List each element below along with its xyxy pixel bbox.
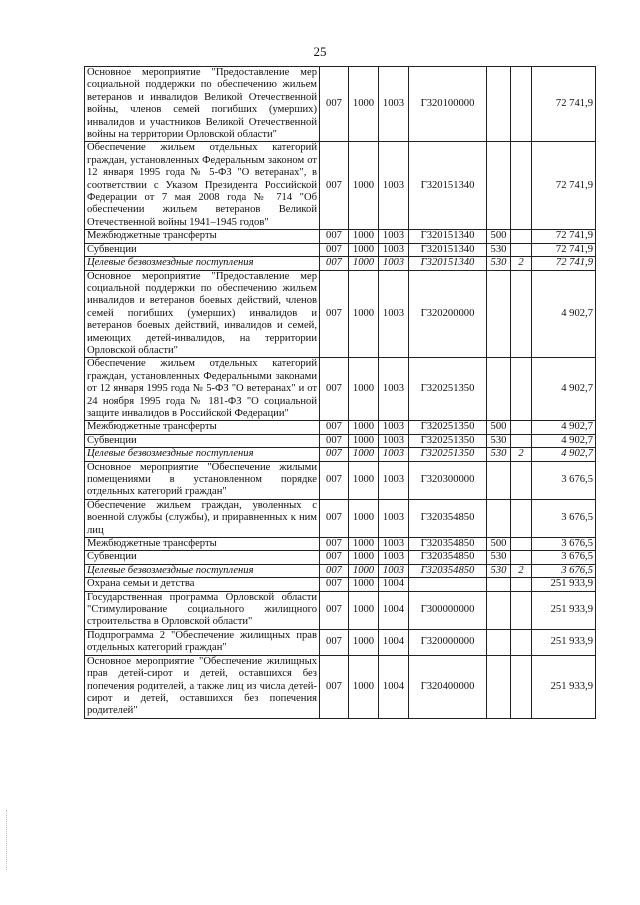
cell-sum: 4 902,7 xyxy=(532,270,596,358)
cell-ved: 007 xyxy=(320,551,349,564)
cell-src xyxy=(511,243,532,256)
cell-rz: 1000 xyxy=(349,499,379,537)
cell-ved: 007 xyxy=(320,434,349,447)
cell-csr: Г320151340 xyxy=(409,257,487,270)
cell-pr: 1004 xyxy=(379,578,409,591)
cell-vr: 500 xyxy=(487,421,511,434)
table-row xyxy=(85,551,596,564)
cell-ved: 007 xyxy=(320,243,349,256)
cell-ved: 007 xyxy=(320,421,349,434)
cell-pr: 1003 xyxy=(379,270,409,358)
cell-rz: 1000 xyxy=(349,461,379,499)
cell-rz: 1000 xyxy=(349,67,379,142)
cell-csr: Г320151340 xyxy=(409,243,487,256)
cell-vr xyxy=(487,461,511,499)
cell-csr: Г320354850 xyxy=(409,499,487,537)
cell-src xyxy=(511,499,532,537)
cell-vr: 500 xyxy=(487,538,511,551)
cell-vr xyxy=(487,655,511,718)
cell-src xyxy=(511,578,532,591)
cell-src xyxy=(511,538,532,551)
cell-csr: Г320251350 xyxy=(409,421,487,434)
cell-src: 2 xyxy=(511,564,532,577)
cell-vr xyxy=(487,142,511,230)
cell-sum: 3 676,5 xyxy=(532,551,596,564)
cell-pr: 1003 xyxy=(379,538,409,551)
row-name: Государственная программа Орловской области "Стимулирование социального жилищного строительства в Орловской области" xyxy=(85,591,320,629)
cell-csr: Г320400000 xyxy=(409,655,487,718)
cell-ved: 007 xyxy=(320,538,349,551)
cell-ved: 007 xyxy=(320,564,349,577)
cell-pr: 1004 xyxy=(379,629,409,655)
cell-pr: 1003 xyxy=(379,434,409,447)
cell-csr: Г320354850 xyxy=(409,551,487,564)
cell-rz: 1000 xyxy=(349,434,379,447)
table-row xyxy=(85,499,596,537)
table-row xyxy=(85,270,596,358)
cell-sum: 72 741,9 xyxy=(532,67,596,142)
cell-csr: Г320354850 xyxy=(409,538,487,551)
row-name: Целевые безвозмездные поступления xyxy=(85,257,320,270)
cell-pr: 1003 xyxy=(379,358,409,421)
cell-pr: 1003 xyxy=(379,421,409,434)
table-row xyxy=(85,461,596,499)
cell-vr: 530 xyxy=(487,257,511,270)
cell-pr: 1003 xyxy=(379,142,409,230)
table-row xyxy=(85,434,596,447)
cell-sum: 3 676,5 xyxy=(532,538,596,551)
row-name: Обеспечение жильем отдельных категорий граждан, установленных Федеральным законом от 12 января 1995 года № 5-ФЗ "О ветеранах", в соответствии с Указом Президента Российской Федерации от 7 мая 2008 года № 714 "Об обеспечении жильем ветеранов Великой Отечественной войны 1941–1945 годов" xyxy=(85,142,320,230)
cell-ved: 007 xyxy=(320,499,349,537)
cell-sum: 251 933,9 xyxy=(532,578,596,591)
cell-src xyxy=(511,461,532,499)
cell-sum: 3 676,5 xyxy=(532,499,596,537)
row-name: Субвенции xyxy=(85,551,320,564)
cell-rz: 1000 xyxy=(349,243,379,256)
cell-src xyxy=(511,358,532,421)
row-name: Целевые безвозмездные поступления xyxy=(85,448,320,461)
row-name: Межбюджетные трансферты xyxy=(85,421,320,434)
cell-csr: Г320251350 xyxy=(409,448,487,461)
cell-ved: 007 xyxy=(320,142,349,230)
table-row xyxy=(85,230,596,243)
table-row xyxy=(85,421,596,434)
cell-vr xyxy=(487,629,511,655)
row-name: Субвенции xyxy=(85,243,320,256)
cell-pr: 1003 xyxy=(379,448,409,461)
cell-rz: 1000 xyxy=(349,655,379,718)
cell-sum: 3 676,5 xyxy=(532,461,596,499)
cell-src xyxy=(511,142,532,230)
cell-ved: 007 xyxy=(320,591,349,629)
cell-sum: 4 902,7 xyxy=(532,448,596,461)
cell-rz: 1000 xyxy=(349,629,379,655)
cell-rz: 1000 xyxy=(349,578,379,591)
cell-pr: 1004 xyxy=(379,655,409,718)
row-name: Субвенции xyxy=(85,434,320,447)
budget-table-body xyxy=(85,67,596,719)
cell-rz: 1000 xyxy=(349,270,379,358)
cell-vr xyxy=(487,67,511,142)
cell-vr: 500 xyxy=(487,230,511,243)
cell-ved: 007 xyxy=(320,578,349,591)
cell-src xyxy=(511,421,532,434)
table-row xyxy=(85,629,596,655)
scan-edge-marks xyxy=(6,810,11,870)
cell-rz: 1000 xyxy=(349,551,379,564)
row-name: Целевые безвозмездные поступления xyxy=(85,564,320,577)
cell-vr: 530 xyxy=(487,434,511,447)
row-name: Основное мероприятие "Предоставление мер социальной поддержки по обеспечению жильем инвалидов и ветеранов боевых действий, членов семей погибших (умерших) инвалидов и ветеранов боевых действий, инвалидов и семей, имеющих детей-инвалидов, на территории Орловской области" xyxy=(85,270,320,358)
cell-csr xyxy=(409,578,487,591)
cell-vr: 530 xyxy=(487,448,511,461)
cell-sum: 72 741,9 xyxy=(532,257,596,270)
row-name: Межбюджетные трансферты xyxy=(85,230,320,243)
cell-sum: 4 902,7 xyxy=(532,434,596,447)
cell-ved: 007 xyxy=(320,67,349,142)
cell-rz: 1000 xyxy=(349,230,379,243)
table-row xyxy=(85,538,596,551)
cell-vr xyxy=(487,270,511,358)
budget-table xyxy=(84,66,596,719)
cell-pr: 1003 xyxy=(379,499,409,537)
cell-vr: 530 xyxy=(487,243,511,256)
cell-sum: 4 902,7 xyxy=(532,358,596,421)
cell-ved: 007 xyxy=(320,448,349,461)
cell-csr: Г320251350 xyxy=(409,358,487,421)
cell-sum: 72 741,9 xyxy=(532,230,596,243)
table-row xyxy=(85,257,596,270)
cell-ved: 007 xyxy=(320,655,349,718)
row-name: Основное мероприятие "Обеспечение жилищных прав детей-сирот и детей, оставшихся без попечения родителей, а также лиц из числа детей-сирот и детей, оставшихся без попечения родителей" xyxy=(85,655,320,718)
row-name: Обеспечение жильем отдельных категорий граждан, установленных Федеральными законами от 12 января 1995 года № 5-ФЗ "О ветеранах" и от 24 ноября 1995 года № 181-ФЗ "О социальной защите инвалидов в Российской Федерации" xyxy=(85,358,320,421)
cell-src xyxy=(511,551,532,564)
cell-rz: 1000 xyxy=(349,421,379,434)
cell-vr xyxy=(487,499,511,537)
cell-ved: 007 xyxy=(320,230,349,243)
cell-vr xyxy=(487,591,511,629)
cell-pr: 1003 xyxy=(379,257,409,270)
cell-sum: 251 933,9 xyxy=(532,655,596,718)
row-name: Подпрограмма 2 "Обеспечение жилищных прав отдельных категорий граждан" xyxy=(85,629,320,655)
row-name: Охрана семьи и детства xyxy=(85,578,320,591)
cell-src xyxy=(511,591,532,629)
cell-rz: 1000 xyxy=(349,142,379,230)
cell-ved: 007 xyxy=(320,270,349,358)
cell-ved: 007 xyxy=(320,358,349,421)
cell-pr: 1003 xyxy=(379,564,409,577)
cell-csr: Г320100000 xyxy=(409,67,487,142)
cell-src xyxy=(511,629,532,655)
cell-rz: 1000 xyxy=(349,358,379,421)
cell-src xyxy=(511,67,532,142)
cell-csr: Г320151340 xyxy=(409,142,487,230)
cell-src xyxy=(511,655,532,718)
cell-rz: 1000 xyxy=(349,257,379,270)
table-row xyxy=(85,448,596,461)
cell-vr: 530 xyxy=(487,564,511,577)
cell-ved: 007 xyxy=(320,257,349,270)
cell-sum: 4 902,7 xyxy=(532,421,596,434)
cell-sum: 72 741,9 xyxy=(532,243,596,256)
cell-src xyxy=(511,230,532,243)
cell-src xyxy=(511,434,532,447)
cell-sum: 251 933,9 xyxy=(532,629,596,655)
cell-pr: 1003 xyxy=(379,461,409,499)
cell-csr: Г320300000 xyxy=(409,461,487,499)
cell-ved: 007 xyxy=(320,461,349,499)
cell-csr: Г320000000 xyxy=(409,629,487,655)
cell-pr: 1003 xyxy=(379,230,409,243)
cell-vr xyxy=(487,578,511,591)
cell-rz: 1000 xyxy=(349,564,379,577)
row-name: Обеспечение жильем граждан, уволенных с военной службы (службы), и приравненных к ним лиц xyxy=(85,499,320,537)
cell-pr: 1003 xyxy=(379,67,409,142)
cell-pr: 1003 xyxy=(379,243,409,256)
row-name: Основное мероприятие "Предоставление мер социальной поддержки по обеспечению жильем ветеранов и инвалидов Великой Отечественной войны, членов семей погибших (умерших) инвалидов и участников Великой Отечественной войны на территории Орловской области" xyxy=(85,67,320,142)
cell-rz: 1000 xyxy=(349,448,379,461)
cell-src: 2 xyxy=(511,257,532,270)
table-row xyxy=(85,358,596,421)
table-row xyxy=(85,591,596,629)
cell-pr: 1004 xyxy=(379,591,409,629)
cell-vr xyxy=(487,358,511,421)
cell-rz: 1000 xyxy=(349,591,379,629)
cell-csr: Г320200000 xyxy=(409,270,487,358)
table-row xyxy=(85,67,596,142)
cell-src xyxy=(511,270,532,358)
table-row xyxy=(85,578,596,591)
cell-sum: 251 933,9 xyxy=(532,591,596,629)
row-name: Межбюджетные трансферты xyxy=(85,538,320,551)
cell-pr: 1003 xyxy=(379,551,409,564)
table-row xyxy=(85,564,596,577)
cell-ved: 007 xyxy=(320,629,349,655)
cell-csr: Г320354850 xyxy=(409,564,487,577)
cell-src: 2 xyxy=(511,448,532,461)
cell-csr: Г320251350 xyxy=(409,434,487,447)
table-row xyxy=(85,655,596,718)
page-number: 25 xyxy=(313,44,327,59)
cell-csr: Г320151340 xyxy=(409,230,487,243)
cell-csr: Г300000000 xyxy=(409,591,487,629)
cell-rz: 1000 xyxy=(349,538,379,551)
cell-sum: 3 676,5 xyxy=(532,564,596,577)
table-row xyxy=(85,243,596,256)
cell-vr: 530 xyxy=(487,551,511,564)
row-name: Основное мероприятие "Обеспечение жилыми помещениями в установленном порядке отдельных категорий граждан" xyxy=(85,461,320,499)
cell-sum: 72 741,9 xyxy=(532,142,596,230)
table-row xyxy=(85,142,596,230)
